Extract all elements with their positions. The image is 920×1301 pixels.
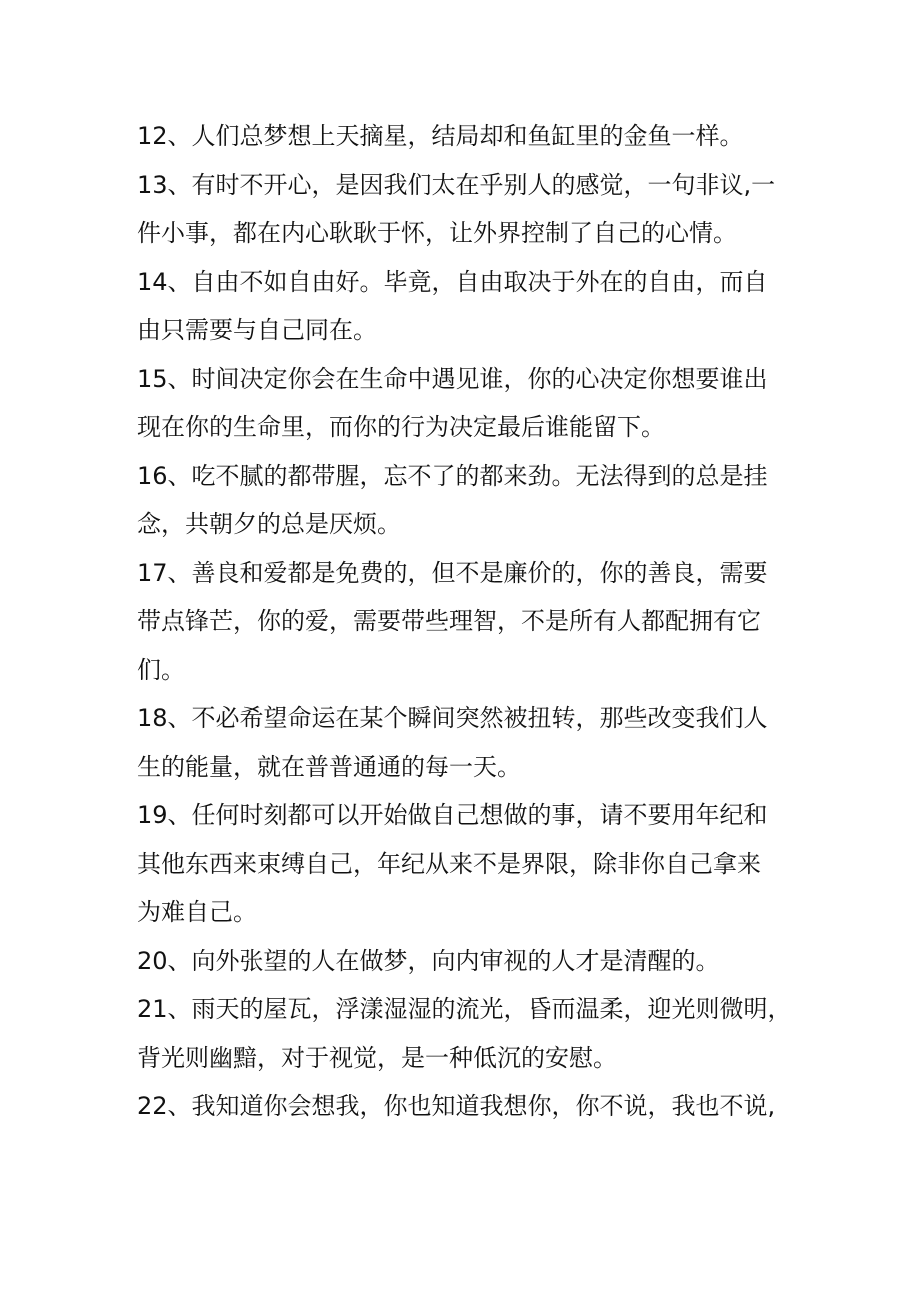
text-line: 其他东西来束缚自己，年纪从来不是界限，除非你自己拿来 (137, 849, 761, 878)
quote-text-block (137, 112, 792, 1131)
text-line: 件小事，都在内心耿耿于怀，让外界控制了自己的心情。 (137, 219, 737, 247)
text-line: 念，共朝夕的总是厌烦。 (137, 510, 401, 538)
text-line: 15、时间决定你会在生命中遇见谁，你的心决定你想要谁出 (137, 364, 768, 393)
text-line: 为难自己。 (137, 898, 257, 926)
text-line: 20、向外张望的人在做梦，向内审视的人才是清醒的。 (137, 946, 720, 975)
text-line: 14、自由不如自由好。毕竟，自由取决于外在的自由，而自 (137, 267, 768, 296)
text-line: 背光则幽黯，对于视觉，是一种低沉的安慰。 (137, 1043, 617, 1072)
text-line: 带点锋芒，你的爱，需要带些理智，不是所有人都配拥有它 (137, 607, 761, 635)
text-line: 12、人们总梦想上天摘星，结局却和鱼缸里的金鱼一样。 (137, 122, 744, 150)
text-line: 13、有时不开心，是因我们太在乎别人的感觉，一句非议,一 (137, 170, 776, 199)
text-line: 现在你的生命里，而你的行为决定最后谁能留下。 (137, 413, 665, 441)
text-line: 由只需要与自己同在。 (137, 316, 377, 344)
text-line: 18、不必希望命运在某个瞬间突然被扭转，那些改变我们人 (137, 704, 768, 732)
text-line: 16、吃不腻的都带腥，忘不了的都来劲。无法得到的总是挂 (137, 461, 768, 490)
text-line: 22、我知道你会想我，你也知道我想你，你不说，我也不说, (137, 1092, 776, 1120)
text-line: 21、雨天的屋瓦，浮漾湿湿的流光，昏而温柔，迎光则微明， (137, 995, 792, 1023)
text-line: 19、任何时刻都可以开始做自己想做的事，请不要用年纪和 (137, 801, 768, 829)
text-line: 生的能量，就在普普通通的每一天。 (137, 752, 521, 781)
text-line: 们。 (137, 655, 185, 684)
text-line: 17、善良和爱都是免费的，但不是廉价的，你的善良，需要 (137, 558, 768, 587)
